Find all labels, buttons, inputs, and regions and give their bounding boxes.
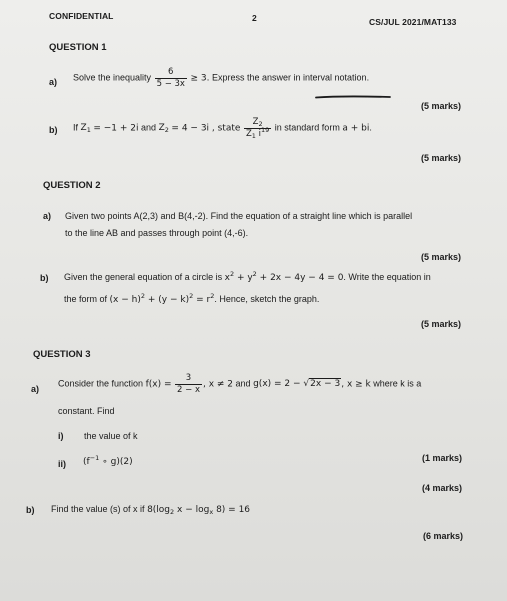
function-f: f(x) = bbox=[145, 379, 172, 390]
q3ai-text: the value of k bbox=[84, 431, 138, 441]
f-fraction: $\frac{3}{2 - x}$ bbox=[177, 373, 200, 395]
q3ai-marks: (1 marks) bbox=[422, 453, 463, 463]
q1a-text: Solve the inequality $\frac{6}{5 - 3x}$ ≥ 3. Express the answer in interval notation. bbox=[73, 67, 370, 89]
q3aii-label: ii) bbox=[58, 459, 66, 469]
header-confidential: CONFIDENTIAL bbox=[49, 11, 114, 21]
q3a-line-2: constant. Find bbox=[58, 406, 115, 416]
q3aii-marks: (4 marks) bbox=[422, 483, 463, 493]
q2b-label: b) bbox=[40, 273, 49, 283]
q2b-line-1: Given the general equation of a circle is $x^2 + y^2 + 2x - 4y - 4 = 0$. Write the equation in bbox=[64, 270, 431, 283]
circle-standard-form: $(x - h)^2 + (y - k)^2 = r^2$ bbox=[109, 292, 215, 305]
q2b-marks: (5 marks) bbox=[421, 319, 462, 329]
q1b-text: If $Z_1 = -1 + 2i$ and $Z_2 = 4 - 3i$ , state $\frac{Z_2}{Z_1 i^{19}}$ in standard form a + bi. bbox=[73, 117, 372, 140]
log-equation: $8(\log_2$ $x - \log_x 8) = 16$ bbox=[147, 505, 251, 516]
q1b-marks: (5 marks) bbox=[421, 153, 462, 163]
q3ai-label: i) bbox=[58, 431, 64, 441]
pen-underline-annotation bbox=[315, 94, 391, 100]
q1a-fraction: $\frac{6}{5 - 3x}$ bbox=[156, 67, 185, 89]
question-3-title: QUESTION 3 bbox=[33, 349, 91, 360]
header-page-number: 2 bbox=[252, 13, 257, 23]
q2b-line-2: the form of $(x - h)^2 + (y - k)^2 = r^2$. Hence, sketch the graph. bbox=[64, 292, 320, 305]
q2a-label: a) bbox=[43, 211, 52, 221]
q2a-line-1: Given two points A(2,3) and B(4,-2). Find the equation of a straight line which is parallel bbox=[65, 211, 413, 221]
question-1-title: QUESTION 1 bbox=[49, 42, 107, 53]
q3b-marks: (6 marks) bbox=[423, 531, 464, 541]
q3a-label: a) bbox=[31, 384, 40, 394]
q1b-label: b) bbox=[49, 125, 58, 135]
q1a-interval-instruction: Express the answer in interval notation. bbox=[211, 72, 370, 83]
q1a-marks: (5 marks) bbox=[421, 101, 462, 111]
function-g: g(x) = 2 − √2x − 3 bbox=[253, 379, 341, 390]
q3b-label: b) bbox=[26, 505, 35, 515]
q1b-fraction: $\frac{Z_2}{Z_1 i^{19}}$ bbox=[245, 117, 270, 140]
header-course-code: CS/JUL 2021/MAT133 bbox=[369, 17, 457, 27]
q2a-line-2: to the line AB and passes through point (4,-6). bbox=[65, 228, 249, 238]
circle-general-equation: $x^2 + y^2 + 2x - 4y - 4 = 0$ bbox=[224, 270, 344, 283]
q3a-line-1: Consider the function f(x) = $\frac{3}{2 - x}$ , x ≠ 2 and g(x) = 2 − √2x − 3, x ≥ k where k is a bbox=[58, 373, 422, 395]
q3aii-composition: ($f^{-1}$ ∘ g)(2) bbox=[83, 454, 133, 467]
question-2-title: QUESTION 2 bbox=[43, 180, 101, 191]
q3b-text: Find the value (s) of x if $8(\log_2$ $x - \log_x 8) = 16$ bbox=[51, 504, 251, 516]
q2a-marks: (5 marks) bbox=[421, 252, 462, 262]
q1a-label: a) bbox=[49, 77, 58, 87]
